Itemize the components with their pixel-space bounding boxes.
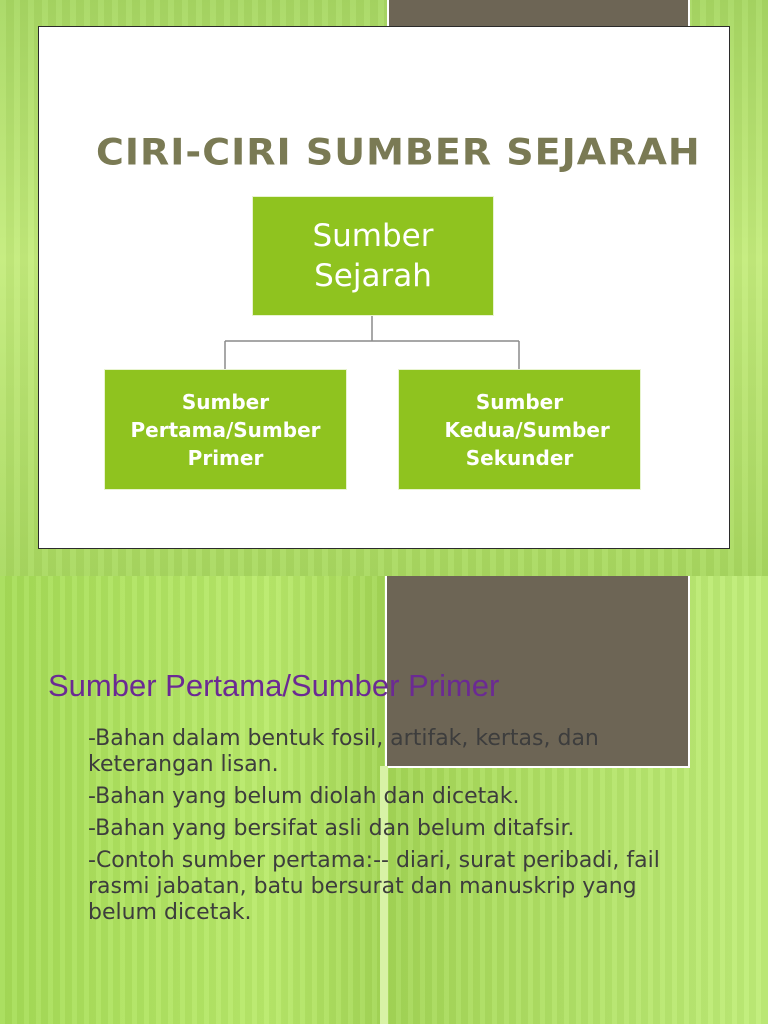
slide-2 xyxy=(0,576,768,1024)
slide-1-title: CIRI-CIRI SUMBER SEJARAH xyxy=(96,131,701,173)
left-box-label: Sumber Pertama/Sumber Primer xyxy=(130,389,321,470)
child-box-sumber-kedua xyxy=(398,369,641,490)
list-item: -Bahan dalam bentuk fosil, artifak, kertas, dan keterangan lisan. xyxy=(88,726,599,777)
bullet-list xyxy=(88,726,688,932)
root-box-label: Sumber Sejarah xyxy=(312,218,434,294)
slide-2-title: Sumber Pertama/Sumber Primer xyxy=(48,668,500,703)
root-box-sumber-sejarah xyxy=(252,196,494,316)
list-item: -Contoh sumber pertama:-- diari, surat peribadi, fail rasmi jabatan, batu bersurat dan manuskrip yang belum dicetak. xyxy=(88,848,660,925)
list-item: -Bahan yang bersifat asli dan belum ditafsir. xyxy=(88,816,575,841)
list-item: -Bahan yang belum diolah dan dicetak. xyxy=(88,784,520,809)
right-box-label: Sumber Kedua/Sumber Sekunder xyxy=(444,389,610,470)
child-box-sumber-pertama xyxy=(104,369,347,490)
